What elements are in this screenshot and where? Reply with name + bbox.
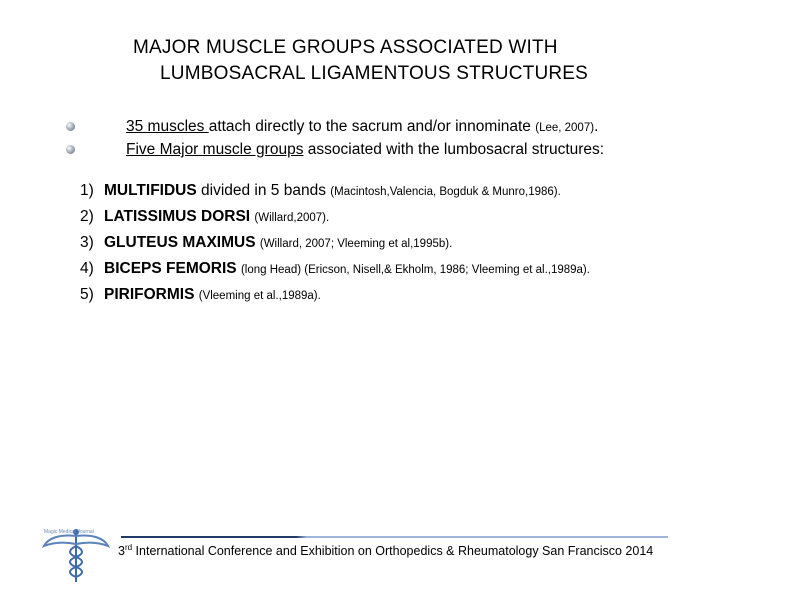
muscle-citation: (Willard, 2007; Vleeming et al,1995b).	[259, 238, 453, 250]
muscle-name: BICEPS FEMORIS	[104, 260, 237, 277]
list-number: 5)	[80, 286, 94, 303]
list-number: 3)	[80, 234, 94, 251]
muscle-name: PIRIFORMIS	[104, 286, 195, 303]
muscle-citation: (long Head) (Ericson, Nisell,& Ekholm, 1986; Vleeming et al.,1989a).	[240, 264, 590, 276]
footer-ordinal-suffix: rd	[124, 543, 133, 552]
muscle-detail: divided in 5 bands	[196, 182, 331, 199]
bullet-text	[126, 118, 598, 136]
muscle-name: GLUTEUS MAXIMUS	[104, 234, 256, 251]
bullet-highlight: 35 muscles	[126, 118, 209, 135]
logo-caption: Magic Medical Journal	[44, 529, 94, 535]
muscle-citation: (Willard,2007).	[254, 212, 330, 224]
list-number: 4)	[80, 260, 94, 277]
bullet-tail: .	[594, 118, 599, 135]
footer-text	[118, 543, 653, 558]
bullet-highlight: Five Major muscle groups	[126, 141, 304, 158]
bullet-icon	[66, 145, 75, 154]
list-item	[80, 208, 329, 226]
footer-label: International Conference and Exhibition on Orthopedics & Rheumatology San Francisco 2014	[132, 544, 654, 559]
muscle-citation: (Vleeming et al.,1989a).	[198, 290, 321, 302]
bullet-body: associated with the lumbosacral structures:	[303, 141, 605, 158]
list-item	[80, 182, 561, 200]
muscle-citation: (Macintosh,Valencia, Bogduk & Munro,1986).	[330, 186, 561, 198]
title-line-2: LUMBOSACRAL LIGAMENTOUS STRUCTURES	[160, 63, 589, 84]
muscle-name: LATISSIMUS DORSI	[104, 208, 251, 225]
list-item	[80, 234, 452, 252]
title-line-1: MAJOR MUSCLE GROUPS ASSOCIATED WITH	[133, 37, 558, 58]
bullet-body: attach directly to the sacrum and/or innominate	[208, 118, 536, 135]
bullet-citation: (Lee, 2007)	[535, 122, 595, 134]
bullet-icon	[66, 122, 75, 131]
bullet-text	[126, 141, 604, 159]
footer-divider	[121, 536, 668, 538]
footer-ordinal: 3	[118, 544, 125, 559]
muscle-name: MULTIFIDUS	[104, 182, 197, 199]
list-item	[80, 260, 590, 278]
list-number: 1)	[80, 182, 94, 199]
list-number: 2)	[80, 208, 94, 225]
list-item	[80, 286, 321, 304]
